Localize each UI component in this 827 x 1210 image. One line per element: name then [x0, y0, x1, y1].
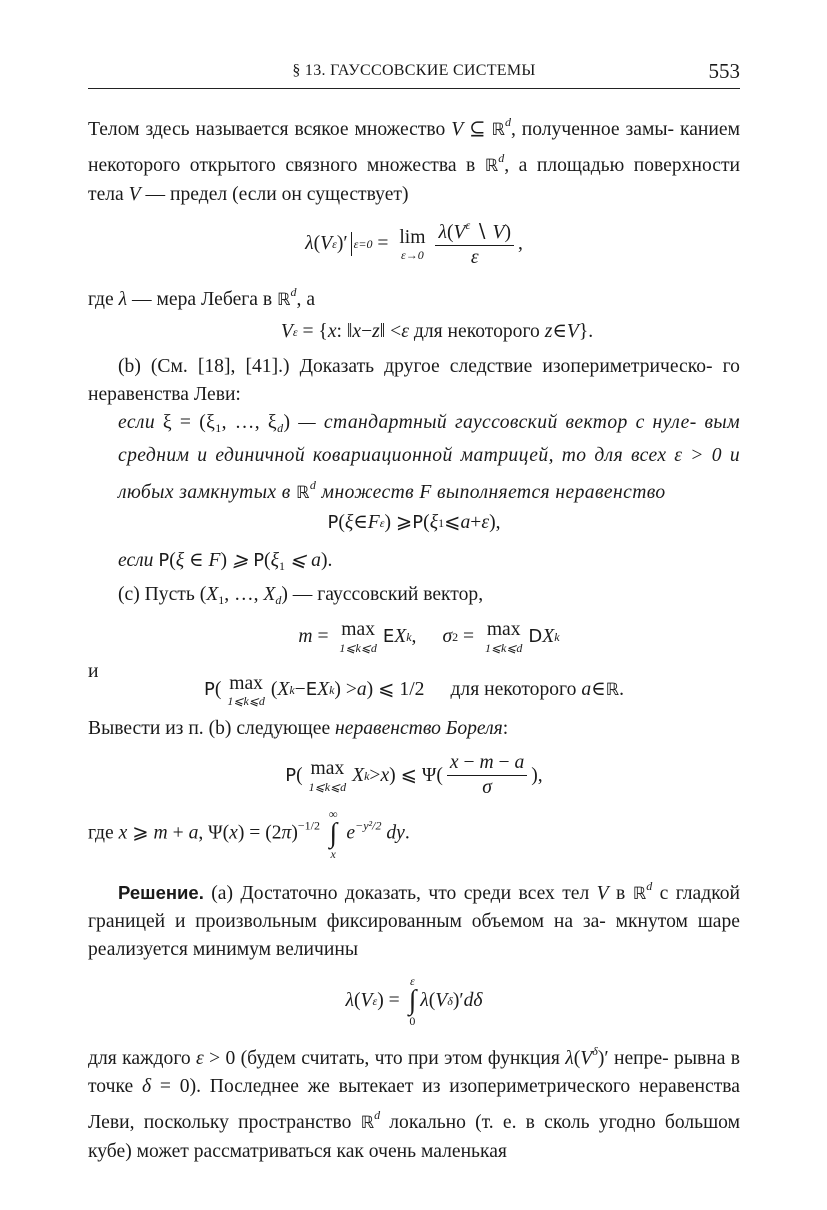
text-span: рывна в точке — [88, 1047, 740, 1097]
paragraph-item-b — [88, 353, 740, 410]
text-span: неравенство — [555, 481, 666, 503]
text-span: для некоторого — [450, 679, 577, 701]
text-span: для некоторого — [413, 321, 540, 343]
text-span: канием некоторого открытого связного множества в — [88, 119, 740, 177]
text-span: непре- — [608, 1047, 669, 1069]
text-span: если — [118, 550, 159, 572]
theorem-statement: если $\xi = (\xi_1$, …, $\xi_d$) — стандартный гауссовский вектор с нуле- вым средним и единичной ковариационной матрицей, то для всех ε > 0 и любых замкнутых в ℝ$^d$ множеств F выполняется неравенство — [118, 412, 741, 503]
text-span: (c) Пусть — [118, 583, 200, 605]
text-span: и любых замкнутых в — [118, 445, 741, 503]
page-body — [88, 108, 740, 1166]
theorem-condition: если P(ξ ∈ F) ⩾ $P(\xi_1$ ⩽ a). — [118, 550, 333, 574]
text-span: угодно большом кубе) может рассматриваться как очень маленькая — [88, 1112, 740, 1162]
text-span: локально (т. е. в сколь — [380, 1112, 590, 1134]
text-span: всех — [631, 445, 675, 467]
formula-surface-area: λ ( V ε )′ ε=0 = lim ε→0 $\frac{\lambda(V^\varepsilon ∖ V)}{\varepsilon}$ , — [305, 217, 523, 269]
text-span: : — [502, 718, 509, 740]
paragraph-item-c: (c) Пусть ($X_1$, …, $X_d$) — гауссовский вектор, — [118, 583, 484, 607]
formula-median-condition: P ( max 1⩽k⩽d ( X k − E X k ) > a ) ⩽ 1/2 для некоторого a ∈ ℝ . — [204, 672, 624, 709]
formula-levy-inequality: P ( ξ ∈ F ε ) ⩾ P ( ξ 1 ⩽ a + ε ), — [327, 512, 501, 534]
text-span: и — [88, 660, 99, 682]
book-page — [88, 0, 740, 1210]
text-span: (a) Достаточно доказать, что среди всех тел — [211, 882, 597, 904]
text-span: где — [88, 822, 119, 844]
text-span: вым средним и единичной ковариационной матрицей, то для — [118, 412, 740, 467]
text-span: — мера Лебега в — [127, 288, 278, 310]
running-header — [88, 56, 740, 89]
text-span: — гауссовский вектор, — [287, 583, 484, 605]
text-span: если — [118, 412, 163, 434]
text-span: го неравенства Леви: — [88, 355, 740, 405]
formula-volume-integral: λ ( V ε ) = ε ∫ 0 λ ( V δ )′ dδ — [345, 973, 483, 1028]
text-span: мкнутом шаре реализуется минимум величины — [88, 911, 740, 961]
text-span: , полученное замы- — [510, 119, 675, 140]
formula-m-sigma: m = max 1⩽k⩽d E X k , σ 2 = max 1⩽k⩽d D X k — [298, 618, 560, 655]
text-span: в — [608, 882, 633, 904]
solution-label: Решение. — [118, 881, 204, 903]
text-span: где — [88, 288, 119, 310]
paragraph-body-definition: Телом здесь называется всякое множество V ⊆ ℝ$^d$, полученное замы- канием некоторого открытого связного множества в ℝ$^d$, а площадью поверхности тела V — предел (если он существует) — [88, 115, 740, 205]
paragraph-continuity: для каждого ε > 0 (будем считать, что при этом функция $\lambda(V^\delta)'$ непре- рывна в точке δ = 0). Последнее же вытекает из изопериметрического неравенства Леви, поскольку пространство ℝ$^d$ локально (т. е. в сколь угодно большом кубе) может рассматриваться как очень маленькая — [88, 1043, 740, 1162]
paragraph-derive — [88, 715, 740, 743]
text-span: с гладкой границей и произвольным фиксированным объемом на за- — [88, 882, 741, 933]
text-span: ). Последнее же вытекает из изопериметрического — [189, 1075, 631, 1097]
page-number: 553 — [708, 59, 740, 83]
text-span: — стандартный гауссовский вектор с нуле- — [290, 412, 697, 434]
text-span: , а площадью — [504, 155, 625, 177]
text-span: (b) (См. [18], [41].) Доказать другое следствие изопериметрическо- — [118, 355, 713, 377]
formula-epsilon-neighborhood: V ε = { x : ‖ x − z ‖ < ε для некоторого z ∈ V }. — [88, 318, 740, 346]
text-span: для каждого — [88, 1047, 196, 1069]
text-span: выполняется — [431, 481, 551, 503]
paragraph-lebesgue: где λ — мера Лебега в ℝ$^d$, а — [88, 284, 316, 310]
formula-borell-inequality: P ( max 1⩽k⩽d X k > x ) ⩽ Ψ( $\frac{x - m - a}{\sigma}$ ), — [285, 751, 543, 799]
text-span: (будем считать, что при этом функция — [235, 1047, 566, 1069]
running-title: § 13. ГАУССОВСКИЕ СИСТЕМЫ — [292, 62, 536, 79]
paragraph-solution: Решение. (a) Достаточно доказать, что среди всех тел V в ℝ$^d$ с гладкой границей и произвольным фиксированным объемом на за- мкнутом шаре реализуется минимум величины — [88, 878, 741, 961]
text-span: , а — [296, 288, 316, 310]
text-span: неравенство Бореля — [335, 718, 503, 740]
text-span: Телом здесь называется всякое множество — [88, 119, 452, 140]
text-span: множеств — [316, 481, 420, 503]
text-span: поверхности тела — [88, 155, 740, 205]
text-span: — предел (если он существует) — [140, 183, 409, 205]
text-span: неравенства Леви, поскольку пространство — [88, 1075, 740, 1134]
text-span: Вывести из п. (b) следующее — [88, 718, 336, 740]
paragraph-psi-definition: где x ⩾ m + a, $\Psi(x) = (2\pi)^{-1/2}$ ∞ ∫ x $e^{-y^2/2}$ dy. — [88, 806, 410, 861]
